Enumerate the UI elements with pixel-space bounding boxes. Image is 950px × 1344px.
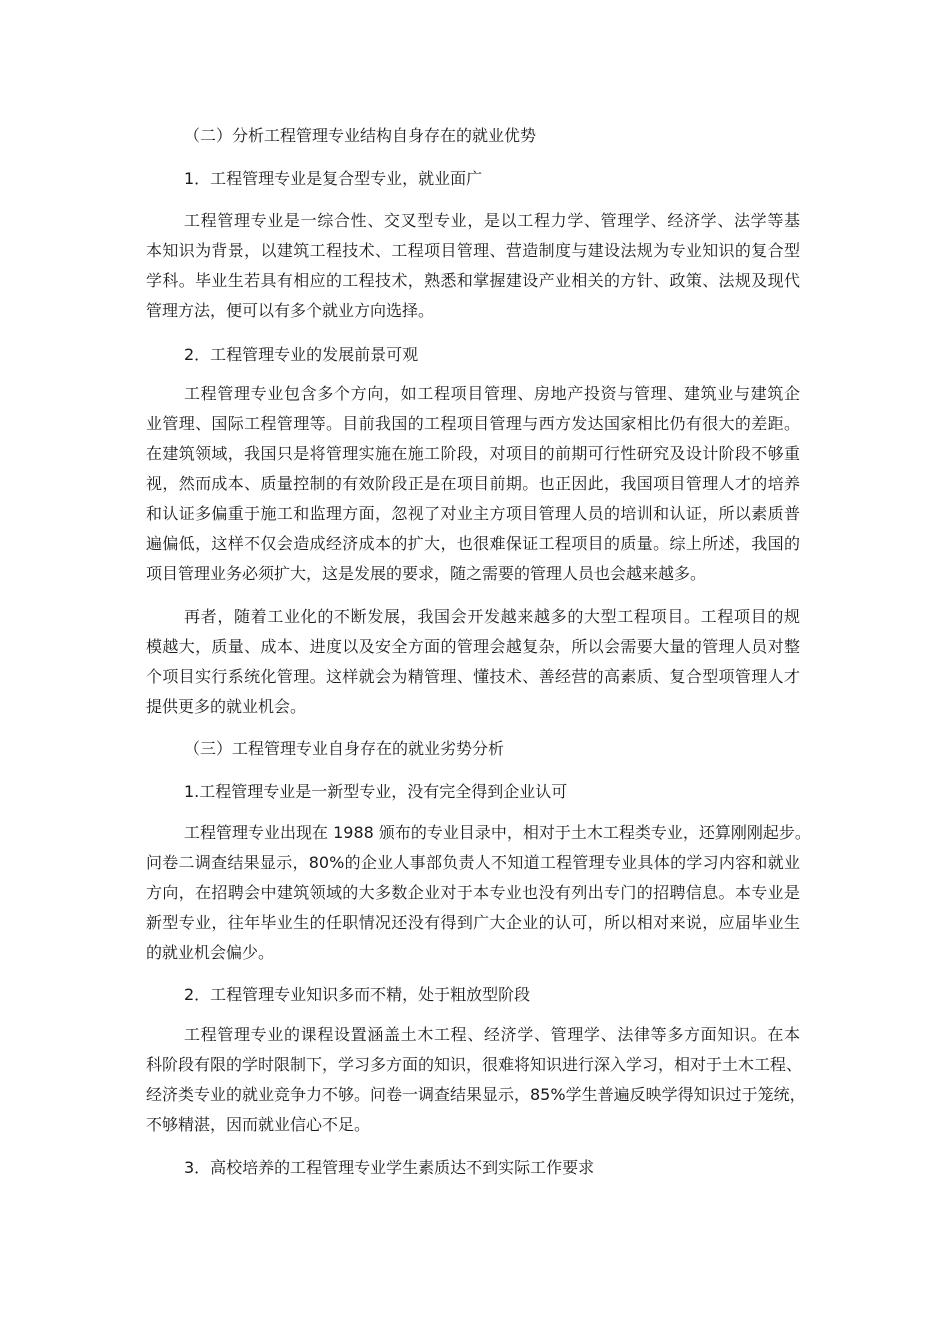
subheading-broad-knowledge: 2．工程管理专业知识多而不精，处于粗放型阶段 <box>184 985 531 1004</box>
paragraph-line: 经济类专业的就业竞争力不够。问卷一调查结果显示，85%学生普遍反映学得知识过于笼统， <box>146 1085 806 1104</box>
paragraph-line: 工程管理专业出现在 1988 颁布的专业目录中，相对于土木工程类专业，还算刚刚起步。 <box>184 823 811 842</box>
paragraph-line: 项目管理业务必须扩大，这是发展的要求，随之需要的管理人员也会越来越多。 <box>146 564 707 583</box>
section-heading-disadvantages: （三）工程管理专业自身存在的就业劣势分析 <box>184 739 505 758</box>
paragraph-line: 科阶段有限的学时限制下，学习多方面的知识，很难将知识进行深入学习，相对于土木工程、 <box>146 1055 803 1074</box>
paragraph-line: 工程管理专业是一综合性、交叉型专业，是以工程力学、管理学、经济学、法学等基 <box>184 211 800 230</box>
paragraph-line: 模越大，质量、成本、进度以及安全方面的管理会越复杂，所以会需要大量的管理人员对整 <box>146 637 800 656</box>
paragraph-line: 工程管理专业的课程设置涵盖土木工程、经济学、管理学、法律等多方面知识。在本 <box>184 1025 800 1044</box>
paragraph-line: 本知识为背景，以建筑工程技术、工程项目管理、营造制度与建设法规为专业知识的复合型 <box>146 241 800 260</box>
subheading-new-major: 1.工程管理专业是一新型专业，没有完全得到企业认可 <box>184 782 568 801</box>
subheading-composite-major: 1．工程管理专业是复合型专业，就业面广 <box>184 169 483 188</box>
paragraph-line: 学科。毕业生若具有相应的工程技术，熟悉和掌握建设产业相关的方针、政策、法规及现代 <box>146 271 800 290</box>
paragraph-line: 业管理、国际工程管理等。目前我国的工程项目管理与西方发达国家相比仍有很大的差距。 <box>146 414 800 433</box>
paragraph-line: 方向，在招聘会中建筑领域的大多数企业对于本专业也没有列出专门的招聘信息。本专业是 <box>146 883 800 902</box>
paragraph-line: 问卷二调查结果显示，80%的企业人事部负责人不知道工程管理专业具体的学习内容和就业 <box>146 853 800 872</box>
paragraph-line: 提供更多的就业机会。 <box>146 697 307 716</box>
subheading-student-quality: 3．高校培养的工程管理专业学生素质达不到实际工作要求 <box>184 1158 595 1177</box>
paragraph-line: 的就业机会偏少。 <box>146 943 275 962</box>
paragraph-line: 在建筑领域，我国只是将管理实施在施工阶段，对项目的前期可行性研究及设计阶段不够重 <box>146 444 800 463</box>
paragraph-line: 再者，随着工业化的不断发展，我国会开发越来越多的大型工程项目。工程项目的规 <box>184 607 800 626</box>
paragraph-line: 新型专业，往年毕业生的任职情况还没有得到广大企业的认可，所以相对来说，应届毕业生 <box>146 913 800 932</box>
paragraph-line: 遍偏低，这样不仅会造成经济成本的扩大，也很难保证工程项目的质量。综上所述，我国的 <box>146 534 800 553</box>
paragraph-line: 管理方法，便可以有多个就业方向选择。 <box>146 301 435 320</box>
paragraph-line: 视，然而成本、质量控制的有效阶段正是在项目前期。也正因此，我国项目管理人才的培养 <box>146 474 800 493</box>
paragraph-line: 和认证多偏重于施工和监理方面，忽视了对业主方项目管理人员的培训和认证，所以素质普 <box>146 504 800 523</box>
paragraph-line: 个项目实行系统化管理。这样就会为精管理、懂技术、善经营的高素质、复合型项管理人才 <box>146 667 800 686</box>
section-heading-advantages: （二）分析工程管理专业结构自身存在的就业优势 <box>184 126 537 145</box>
paragraph-line: 不够精湛，因而就业信心不足。 <box>146 1115 371 1134</box>
subheading-prospects: 2．工程管理专业的发展前景可观 <box>184 345 419 364</box>
paragraph-line: 工程管理专业包含多个方向，如工程项目管理、房地产投资与管理、建筑业与建筑企 <box>184 384 800 403</box>
